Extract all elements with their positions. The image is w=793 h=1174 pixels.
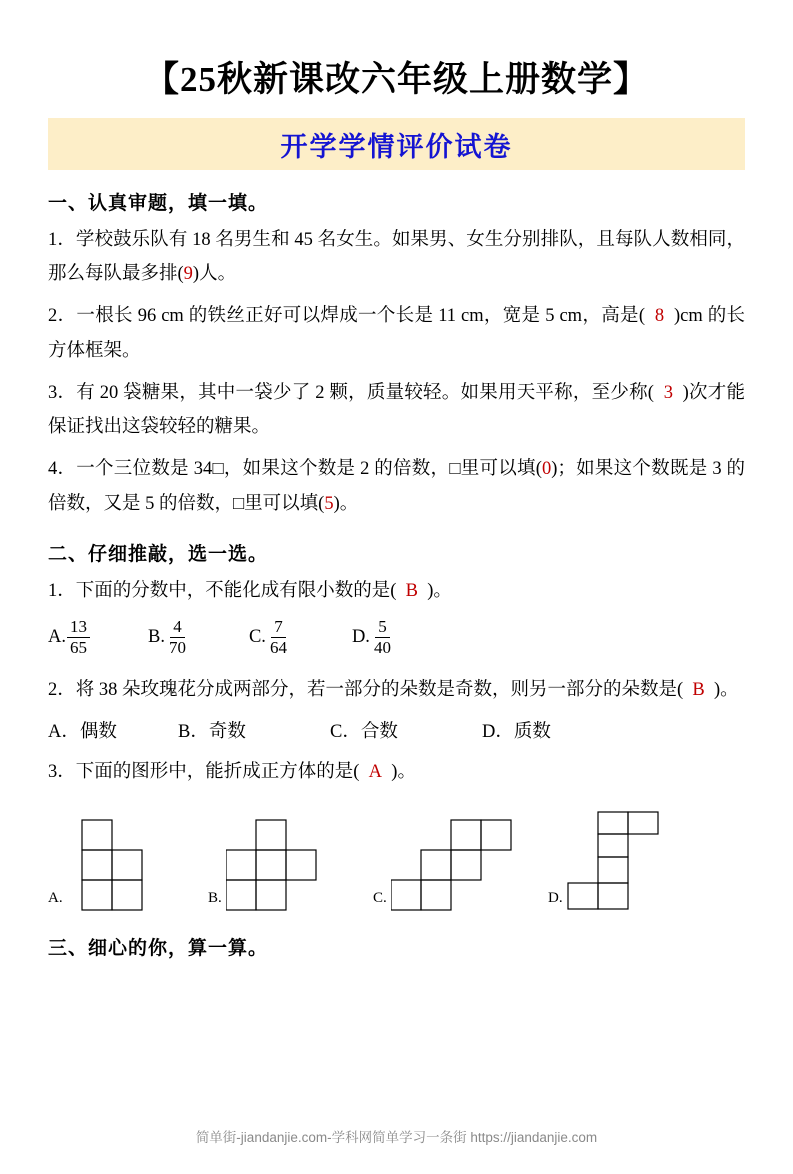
option-d-text[interactable]: D．质数	[482, 721, 551, 742]
choice-question-2-options	[48, 717, 745, 743]
option-b-denominator: 70	[168, 637, 186, 657]
choice-question-3-answer-value: A	[368, 761, 383, 782]
fill-question-4-answer-1: 0	[541, 459, 552, 480]
cube-net-a-icon	[67, 819, 157, 911]
option-b-fraction	[166, 618, 189, 657]
option-c-numerator: 7	[271, 618, 286, 638]
net-option-b[interactable]	[208, 803, 373, 911]
fill-question-1-text-b: )人。	[192, 264, 237, 285]
fill-question-2-answer-value: 8	[654, 306, 665, 327]
section-heading-1: 一、认真审题，填一填。	[48, 193, 269, 214]
choice-question-1-answer	[396, 581, 427, 601]
choice-question-2-text-a: 2．将 38 朵玫瑰花分成两部分，若一部分的朵数是奇数，则另一部分的朵数是(	[48, 679, 684, 700]
fill-question-3-answer-value: 3	[663, 382, 673, 403]
choice-question-3-stem	[48, 755, 745, 789]
option-b[interactable]	[148, 618, 189, 657]
option-d-fraction	[371, 618, 394, 657]
section-heading-2: 二、仔细推敲，选一选。	[48, 543, 269, 565]
option-a-text[interactable]: A．偶数	[48, 721, 117, 742]
section-heading-3: 三、细心的你，算一算。	[48, 938, 269, 960]
choice-question-2-text-b: )。	[714, 679, 739, 700]
option-a-fraction	[67, 618, 90, 657]
cube-net-d-icon	[567, 811, 659, 911]
net-option-d-label: D.	[548, 890, 563, 907]
fill-question-4-answer-2: 5	[324, 493, 334, 514]
cube-net-b-icon	[226, 819, 326, 911]
choice-question-3-text-b: )。	[391, 761, 416, 782]
net-option-a[interactable]	[48, 803, 208, 911]
subtitle-text: 开学学情评价试卷	[280, 131, 513, 162]
choice-question-1-text-b: )。	[427, 580, 452, 601]
option-c-text[interactable]: C．合数	[330, 721, 398, 742]
fill-question-3-text-b: )次才能保证找出这袋较轻的糖果。	[48, 382, 746, 438]
fill-question-4-text-a: 4．一个三位数是 34□，如果这个数是 2 的倍数，□里可以填(	[48, 459, 542, 480]
page-title: 【25秋新课改六年级上册数学】	[143, 60, 649, 99]
fill-question-2-answer	[645, 306, 674, 326]
choice-question-1-answer-value: B	[405, 580, 419, 601]
fill-question-2	[48, 299, 745, 367]
option-d-numerator: 5	[375, 618, 390, 638]
choice-question-3-text-a: 3．下面的图形中，能折成正方体的是(	[48, 761, 360, 782]
fill-question-4	[48, 452, 745, 520]
choice-question-3-answer	[359, 762, 391, 782]
choice-question-2-answer	[683, 680, 714, 700]
footer-watermark: 简单街-jiandanjie.com-学科网简单学习一条街 https://jiandanjie.com	[195, 1130, 598, 1145]
fill-question-3-text-a: 3．有 20 袋糖果，其中一袋少了 2 颗，质量较轻。如果用天平称，至少称(	[48, 382, 654, 403]
choice-question-1-text-a: 1．下面的分数中，不能化成有限小数的是(	[48, 580, 397, 601]
net-option-b-label: B.	[208, 890, 222, 907]
option-d-denominator: 40	[373, 637, 391, 657]
option-c-fraction	[267, 618, 290, 657]
option-a-numerator: 13	[67, 618, 90, 638]
exam-page	[0, 52, 793, 1174]
fill-question-1-text-a: 1．学校鼓乐队有 18 名男生和 45 名女生。如果男、女生分别排队，且每队人数相同，那么每队最多排(	[48, 230, 745, 285]
net-option-a-label: A.	[48, 890, 63, 907]
option-a[interactable]	[48, 618, 90, 657]
fill-question-2-text-b: )cm 的长方体框架。	[48, 306, 746, 361]
net-option-c-label: C.	[373, 890, 387, 907]
option-a-denominator: 65	[70, 637, 87, 657]
choice-question-1-stem	[48, 574, 745, 608]
option-c-label: C.	[248, 626, 266, 647]
option-d[interactable]	[352, 618, 394, 657]
choice-question-3-options	[48, 803, 745, 911]
option-b-text[interactable]: B．奇数	[178, 721, 246, 742]
fill-question-4-text-b: )；如果这个数既是 3 的倍数，又是 5 的倍数，□里可以填(	[48, 459, 745, 514]
fill-question-1-answer: 9	[183, 264, 193, 285]
choice-question-2-stem	[48, 673, 745, 707]
option-c[interactable]	[249, 618, 290, 657]
option-a-label: A.	[48, 626, 66, 647]
subtitle-band	[48, 118, 745, 170]
choice-question-2-answer-value: B	[692, 679, 705, 700]
net-option-c[interactable]	[373, 803, 548, 911]
fill-question-1	[48, 223, 745, 291]
fill-question-3-answer	[654, 383, 683, 403]
option-b-numerator: 4	[170, 618, 185, 638]
option-c-denominator: 64	[269, 637, 287, 657]
fill-question-3	[48, 376, 745, 444]
net-option-d[interactable]	[548, 803, 659, 911]
option-d-label: D.	[351, 626, 370, 647]
option-b-label: B.	[148, 626, 165, 647]
fill-question-2-text-a: 2．一根长 96 cm 的铁丝正好可以焊成一个长是 11 cm，宽是 5 cm，高是(	[48, 306, 645, 327]
fill-question-4-text-c: )。	[333, 493, 359, 514]
choice-question-1-options	[48, 618, 745, 657]
cube-net-c-icon	[391, 819, 513, 911]
